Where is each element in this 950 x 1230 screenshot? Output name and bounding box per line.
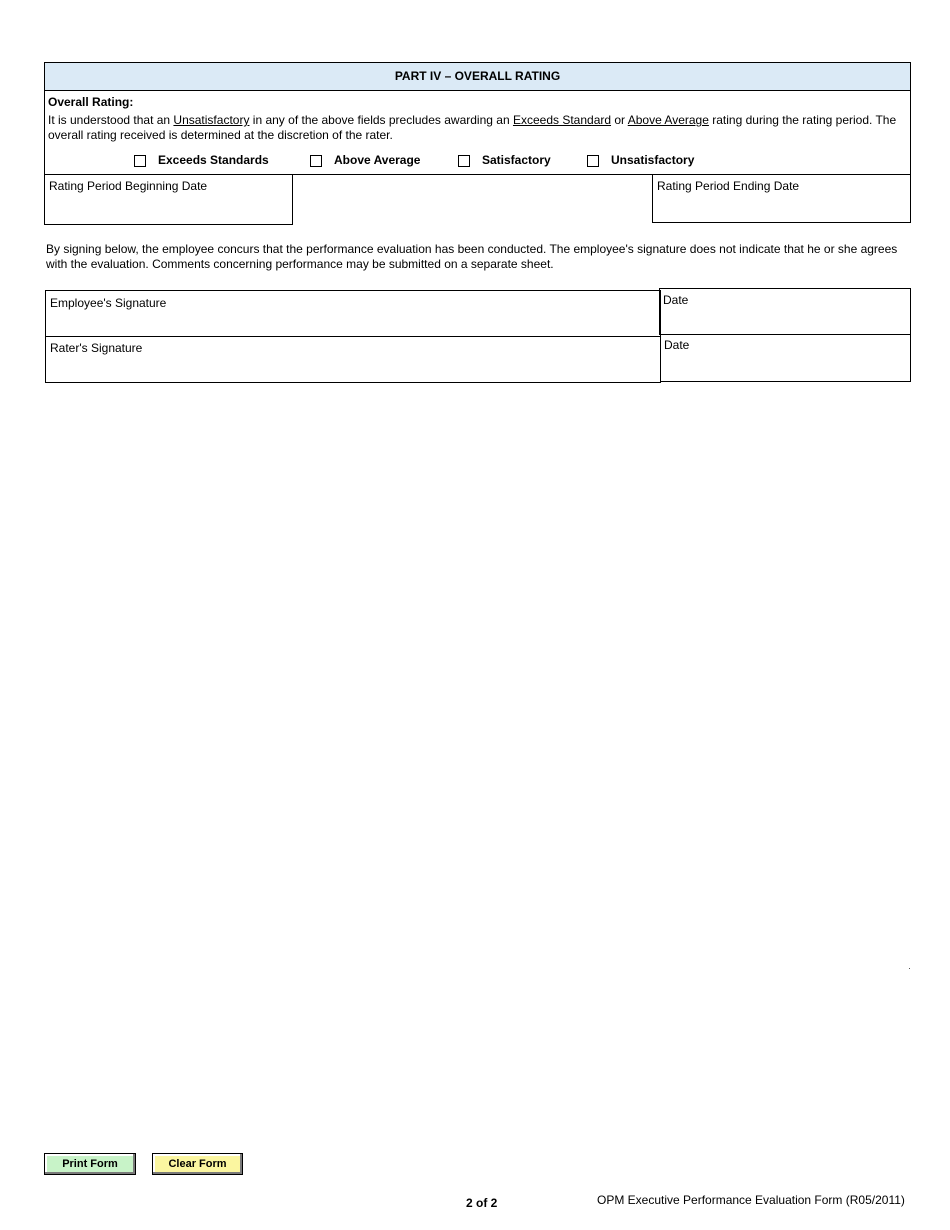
overall-rating-section bbox=[44, 62, 911, 175]
satisfactory-checkbox[interactable] bbox=[458, 155, 470, 167]
part-iv-header: PART IV – OVERALL RATING bbox=[45, 63, 910, 91]
form-footer-title: OPM Executive Performance Evaluation Form (R05/2011) bbox=[597, 1193, 905, 1207]
unsatisfactory-term: Unsatisfactory bbox=[173, 113, 250, 127]
rater-date-label: Date bbox=[664, 338, 690, 352]
employee-date-label: Date bbox=[663, 293, 689, 307]
rater-signature-field[interactable] bbox=[45, 336, 661, 383]
unsatisfactory-label: Unsatisfactory bbox=[611, 153, 695, 167]
clear-form-button[interactable]: Clear Form bbox=[152, 1153, 243, 1175]
print-form-button[interactable]: Print Form bbox=[44, 1153, 136, 1175]
unsatisfactory-checkbox[interactable] bbox=[587, 155, 599, 167]
rating-period-end-date-label: Rating Period Ending Date bbox=[657, 179, 800, 193]
rating-period-end-date-field[interactable] bbox=[652, 174, 911, 223]
exceeds-standards-checkbox[interactable] bbox=[134, 155, 146, 167]
overall-rating-label: Overall Rating: bbox=[48, 95, 134, 109]
above-average-option[interactable] bbox=[310, 152, 420, 168]
overall-text-part-1: It is understood that an bbox=[48, 113, 174, 127]
rater-signature-date-field[interactable] bbox=[660, 334, 911, 382]
exceeds-standards-option[interactable] bbox=[134, 152, 269, 168]
overall-rating-description bbox=[48, 113, 910, 143]
page-number: 2 of 2 bbox=[466, 1196, 498, 1210]
overall-text-part-2: in any of the above fields precludes awarding an bbox=[249, 113, 513, 127]
overall-text-part-3: or bbox=[611, 113, 628, 127]
exceeds-standards-label: Exceeds Standards bbox=[158, 153, 269, 167]
unsatisfactory-option[interactable] bbox=[587, 152, 694, 168]
stray-mark bbox=[909, 968, 910, 969]
above-average-checkbox[interactable] bbox=[310, 155, 322, 167]
satisfactory-option[interactable] bbox=[458, 152, 551, 168]
employee-signature-field[interactable] bbox=[45, 290, 661, 337]
rater-signature-label: Rater's Signature bbox=[50, 341, 143, 355]
overall-text-part-4: rating during the rating period. The overall rating received is determined at the discretion of the rater. bbox=[48, 113, 897, 142]
satisfactory-label: Satisfactory bbox=[482, 153, 551, 167]
above-average-term: Above Average bbox=[627, 113, 709, 127]
rating-period-begin-date-field[interactable] bbox=[44, 174, 293, 225]
employee-signature-date-field[interactable] bbox=[659, 288, 911, 335]
signature-concurrence-statement: By signing below, the employee concurs that the performance evaluation has been conducted. The employee's signature does not indicate that he or she agrees with the evaluation. Comments concerning performance may be submitted on a separate sheet. bbox=[46, 242, 898, 271]
exceeds-standard-term: Exceeds Standard bbox=[512, 113, 612, 127]
above-average-label: Above Average bbox=[334, 153, 421, 167]
rating-period-begin-date-label: Rating Period Beginning Date bbox=[49, 179, 208, 193]
employee-signature-label: Employee's Signature bbox=[50, 296, 167, 310]
